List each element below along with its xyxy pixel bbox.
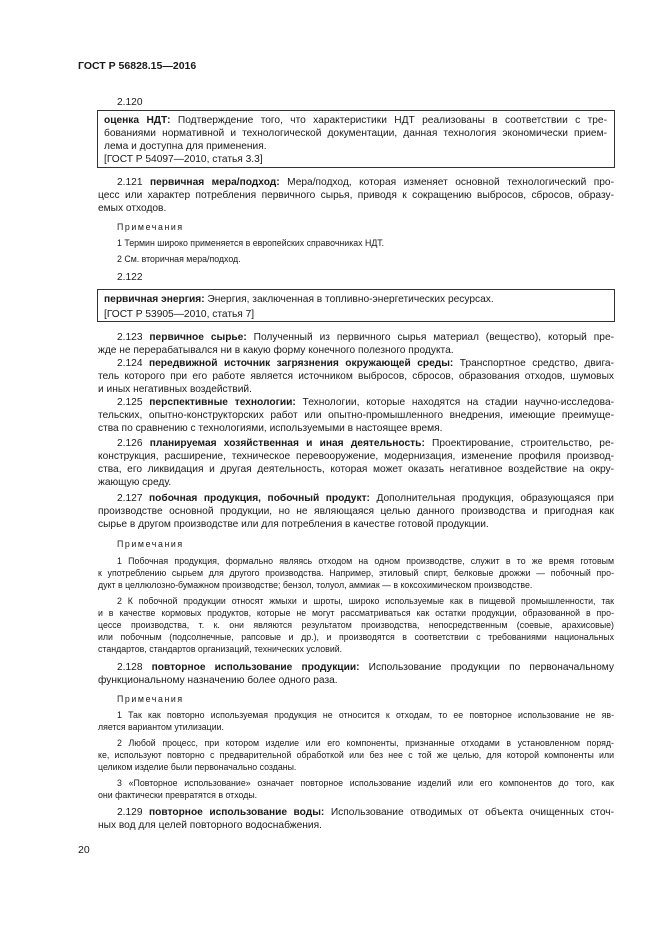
page-number: 20 [78,844,90,856]
term-2-129-name: повторное использование воды: [149,807,325,818]
term-2-123-number: 2.123 [117,332,150,343]
notes-heading-2-128: Примечания [117,694,184,704]
term-2-126-text-1: Проектирование, строительство, ре- [424,438,615,449]
term-2-129-text-1: Использование отводимых от объекта очищенных сточ- [324,807,614,818]
term-2-124-line-2: тель которого при его работе является источником выбросов, сбросов, образования отходов, шумовых [98,371,614,382]
term-2-120-text-1: Подтверждение того, что характеристики НДТ реализованы в соответствии с тре- [170,115,607,126]
term-2-127-line-2: производстве основной продукции, но не являющаяся целью данного производства и пригодная как [98,506,614,517]
term-2-124-line-1 [117,357,614,370]
term-2-123-line-2: жде не перерабатывался ни в какую форму конечного полезного продукта. [98,345,454,356]
term-2-120-line-3: лема и доступна для применения. [104,141,267,152]
term-number-2-122: 2.122 [117,272,143,283]
term-2-126-name: планируемая хозяйственная и иная деятельность: [149,438,425,449]
term-2-124-number: 2.124 [117,358,149,369]
term-2-121-line-2: цесс или характер потребления первичного сырья, приводя к сокращению выбросов, сбросов, образу- [98,190,614,201]
term-2-122-reference: [ГОСТ Р 53905—2010, статья 7] [104,309,255,320]
term-2-123-line-1 [117,331,614,344]
term-2-125-name: перспективные технологии: [149,397,296,408]
term-2-124-name: передвижной источник загрязнения окружающей среды: [148,358,454,369]
term-2-128-name: повторное использование продукции: [151,662,360,673]
term-2-121-line-3: емых отходов. [98,203,167,214]
term-2-128-note-1-line-2: ляется вариантом утилизации. [98,722,224,732]
term-2-121-number: 2.121 [117,177,150,188]
term-2-124-text-1: Транспортное средство, двига- [453,358,614,369]
term-2-128-note-2-line-1: 2 Любой процесс, при котором изделие или его компоненты, признанные отходами в установленном поряд- [117,738,614,748]
term-2-127-note-2-line-3: цессе производства, т. к. они являются результатом производства, непосредственным (соевые, арахисовые) [98,620,614,630]
term-2-127-note-1-line-1: 1 Побочная продукция, формально являясь отходом на одном производстве, служит в то же время готовым [117,556,614,566]
term-2-127-note-2-line-4: или побочным (подсолнечные, рапсовые и др.), и производятся в соответствии с требованиями национальных [98,632,614,642]
term-2-122-line-1 [104,293,494,306]
term-2-121-line-1 [117,176,614,189]
term-2-127-name: побочная продукция, побочный продукт: [149,493,370,504]
term-2-120-line-2: бованиями нормативной и технологической документации, данная технология экономически прием- [104,128,607,139]
term-2-126-line-1 [117,437,614,450]
notes-heading-2-121: Примечания [117,222,184,232]
term-2-121-note-1: 1 Термин широко применяется в европейских справочниках НДТ. [117,238,385,248]
term-2-128-note-2-line-2: ке, используют повторно с предварительной обработкой или без нее с той же целью, для которой компоненты или [98,750,614,760]
term-2-127-note-2-line-2: и в качестве кормовых продуктов, которые не могут рассматриваться как остатки продукции, образованной в про- [98,608,614,618]
term-2-121-text-1: Мера/подход, которая изменяет основной технологический про- [279,177,614,188]
term-number-2-120: 2.120 [117,97,143,108]
term-2-129-number: 2.129 [117,807,149,818]
term-2-128-line-1 [117,661,614,674]
term-2-128-number: 2.128 [117,662,152,673]
term-2-120-name: оценка НДТ: [104,115,171,126]
term-2-123-text-1: Полученный из первичного сырья материал (вещество), который пре- [246,332,614,343]
term-2-127-note-2-line-5: стандартов, стандартов организаций, технических условий. [98,644,343,654]
term-2-125-number: 2.125 [117,397,150,408]
term-2-128-note-3-line-2: они фактически превратятся в отходы. [98,790,258,800]
term-2-127-line-3: сырье в другом производстве или для потребления в качестве готовой продукции. [98,519,489,530]
term-2-128-note-3-line-1: 3 «Повторное использование» означает повторное использование изделий или его компонентов до того, как [117,778,614,788]
term-2-127-text-1: Дополнительная продукция, образующаяся при [369,493,614,504]
term-2-126-line-2: конструкция, расширение, техническое перевооружение, модернизация, изменение профиля производ- [98,451,614,462]
term-2-120-line-1 [104,114,607,127]
notes-heading-2-127: Примечания [117,539,184,549]
term-2-120-reference: [ГОСТ Р 54097—2010, статья 3.3] [104,154,263,165]
term-2-125-line-3: ства по сравнению с технологиями, используемыми в настоящее время. [98,423,443,434]
term-2-128-note-2-line-3: целиком изделие были первоначально созданы. [98,762,297,772]
term-2-129-line-1 [117,806,614,819]
term-2-129-line-2: ных вод для целей повторного водоснабжения. [98,820,322,831]
term-2-127-line-1 [117,492,614,505]
term-2-125-text-1: Технологии, которые находятся на стадии научно-исследова- [295,397,615,408]
term-2-126-number: 2.126 [117,438,150,449]
term-2-124-line-3: и иных негативных воздействий. [98,384,252,395]
term-2-126-line-3: ства, его ликвидация и другая деятельность, которая может оказать негативное воздействие на окру- [98,464,614,475]
term-2-128-text-1: Использование продукции по первоначальному [359,662,615,673]
term-2-123-name: первичное сырье: [149,332,247,343]
term-2-128-line-2: функциональному назначению более одного раза. [98,675,338,686]
term-2-128-note-1-line-1: 1 Так как повторно используемая продукция не относится к отходам, то ее повторное использование не яв- [117,710,614,720]
term-2-125-line-1 [117,396,614,409]
term-2-125-line-2: тельских, опытно-конструкторских работ или опытно-промышленного внедрения, имеющие преимуще- [98,410,614,421]
term-2-127-note-1-line-2: к употреблению сырьем для другого производства. Например, этиловый спирт, белковые дрожжи — побочный про- [98,568,614,578]
document-header: ГОСТ Р 56828.15—2016 [78,60,197,72]
term-2-127-number: 2.127 [117,493,150,504]
term-2-122-text-1: Энергия, заключенная в топливно-энергетических ресурсах. [204,294,494,305]
term-2-127-note-2-line-1: 2 К побочной продукции относят жмыхи и шроты, широко используемые как в пищевой промышленности, так [117,596,614,606]
term-2-127-note-1-line-3: дукт в целлюлозно-бумажном производстве; бензол, толуол, аммиак — в коксохимическом производстве. [98,580,533,590]
term-2-122-name: первичная энергия: [104,294,205,305]
term-2-126-line-4: жающую среду. [98,477,172,488]
term-2-121-name: первичная мера/подход: [149,177,280,188]
term-2-121-note-2: 2 См. вторичная мера/подход. [117,254,241,264]
